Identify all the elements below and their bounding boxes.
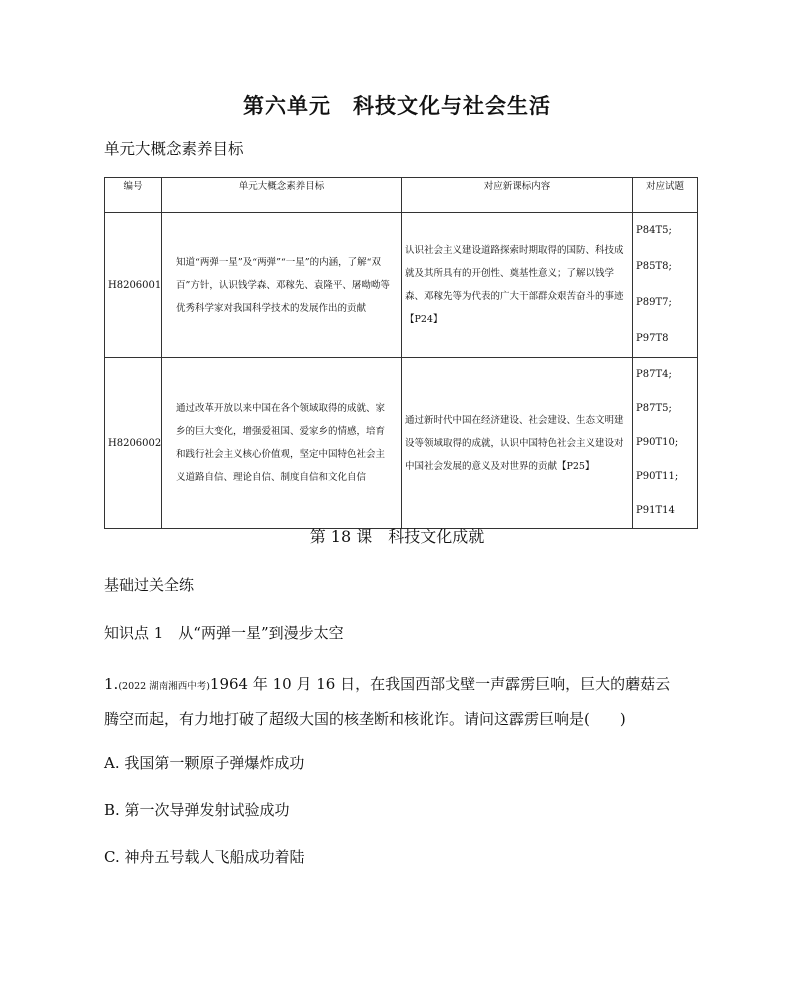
test-ref: P89T7; [636,297,672,308]
knowledge-point: 知识点 1 从“两弹一星”到漫步太空 [104,624,344,642]
practice-heading: 基础过关全练 [104,576,195,594]
question-stem-line1 [104,668,704,703]
option-b: B. 第一次导弹发射试验成功 [104,801,290,819]
option-a: A. 我国第一颗原子弹爆炸成功 [104,754,305,772]
header-standard: 对应新课标内容 [402,178,633,213]
unit-title: 第六单元 科技文化与社会生活 [243,93,551,118]
row-code: H8206002 [105,358,162,529]
question-source: (2022 湖南湘西中考) [118,681,210,692]
test-ref: P90T11; [636,471,679,482]
table-row [105,358,698,529]
header-tests: 对应试题 [633,178,698,213]
row-goal: 通过改革开放以来中国在各个领域取得的成就、家乡的巨大变化，增强爱祖国、爱家乡的情感，培育和践行社会主义核心价值观，坚定中国特色社会主义道路自信、理论自信、制度自信和文化自信 [162,358,402,529]
test-ref: P87T5; [636,403,672,414]
row-tests [633,213,698,358]
table-header-row [105,178,698,213]
row-standard: 通过新时代中国在经济建设、社会建设、生态文明建设等领域取得的成就，认识中国特色社会主义建设对中国社会发展的意义及对世界的贡献【P25】 [402,358,633,529]
section-heading: 单元大概念素养目标 [104,140,244,158]
test-ref: P87T4; [636,369,672,380]
row-goal: 知道“两弹一星”及“两弹”“一星”的内涵，了解“双百”方针，认识钱学森、邓稼先、袁隆平、屠呦呦等优秀科学家对我国科学技术的发展作出的贡献 [162,213,402,358]
question-stem-line2: 腾空而起，有力地打破了超级大国的核垄断和核讹诈。请问这霹雳巨响是( ) [104,710,626,728]
option-c: C. 神舟五号载人飞船成功着陆 [104,848,305,866]
goals-table [104,177,698,529]
row-standard: 认识社会主义建设道路探索时期取得的国防、科技成就及其所具有的开创性、奠基性意义；了解以钱学森、邓稼先等为代表的广大干部群众艰苦奋斗的事迹【P24】 [402,213,633,358]
row-code: H8206001 [105,213,162,358]
test-ref: P91T14 [636,505,675,516]
question-stem: 1964 年 10 月 16 日，在我国西部戈壁一声霹雳巨响，巨大的蘑菇云 [209,675,671,693]
question-number: 1. [104,675,119,693]
header-goal: 单元大概念素养目标 [162,178,402,213]
header-code: 编号 [105,178,162,213]
test-ref: P90T10; [636,437,679,448]
row-tests [633,358,698,529]
test-ref: P85T8; [636,261,672,272]
test-ref: P97T8 [636,333,669,344]
table-row [105,213,698,358]
test-ref: P84T5; [636,225,672,236]
lesson-title: 第 18 课 科技文化成就 [309,527,485,546]
question-1 [104,668,704,735]
